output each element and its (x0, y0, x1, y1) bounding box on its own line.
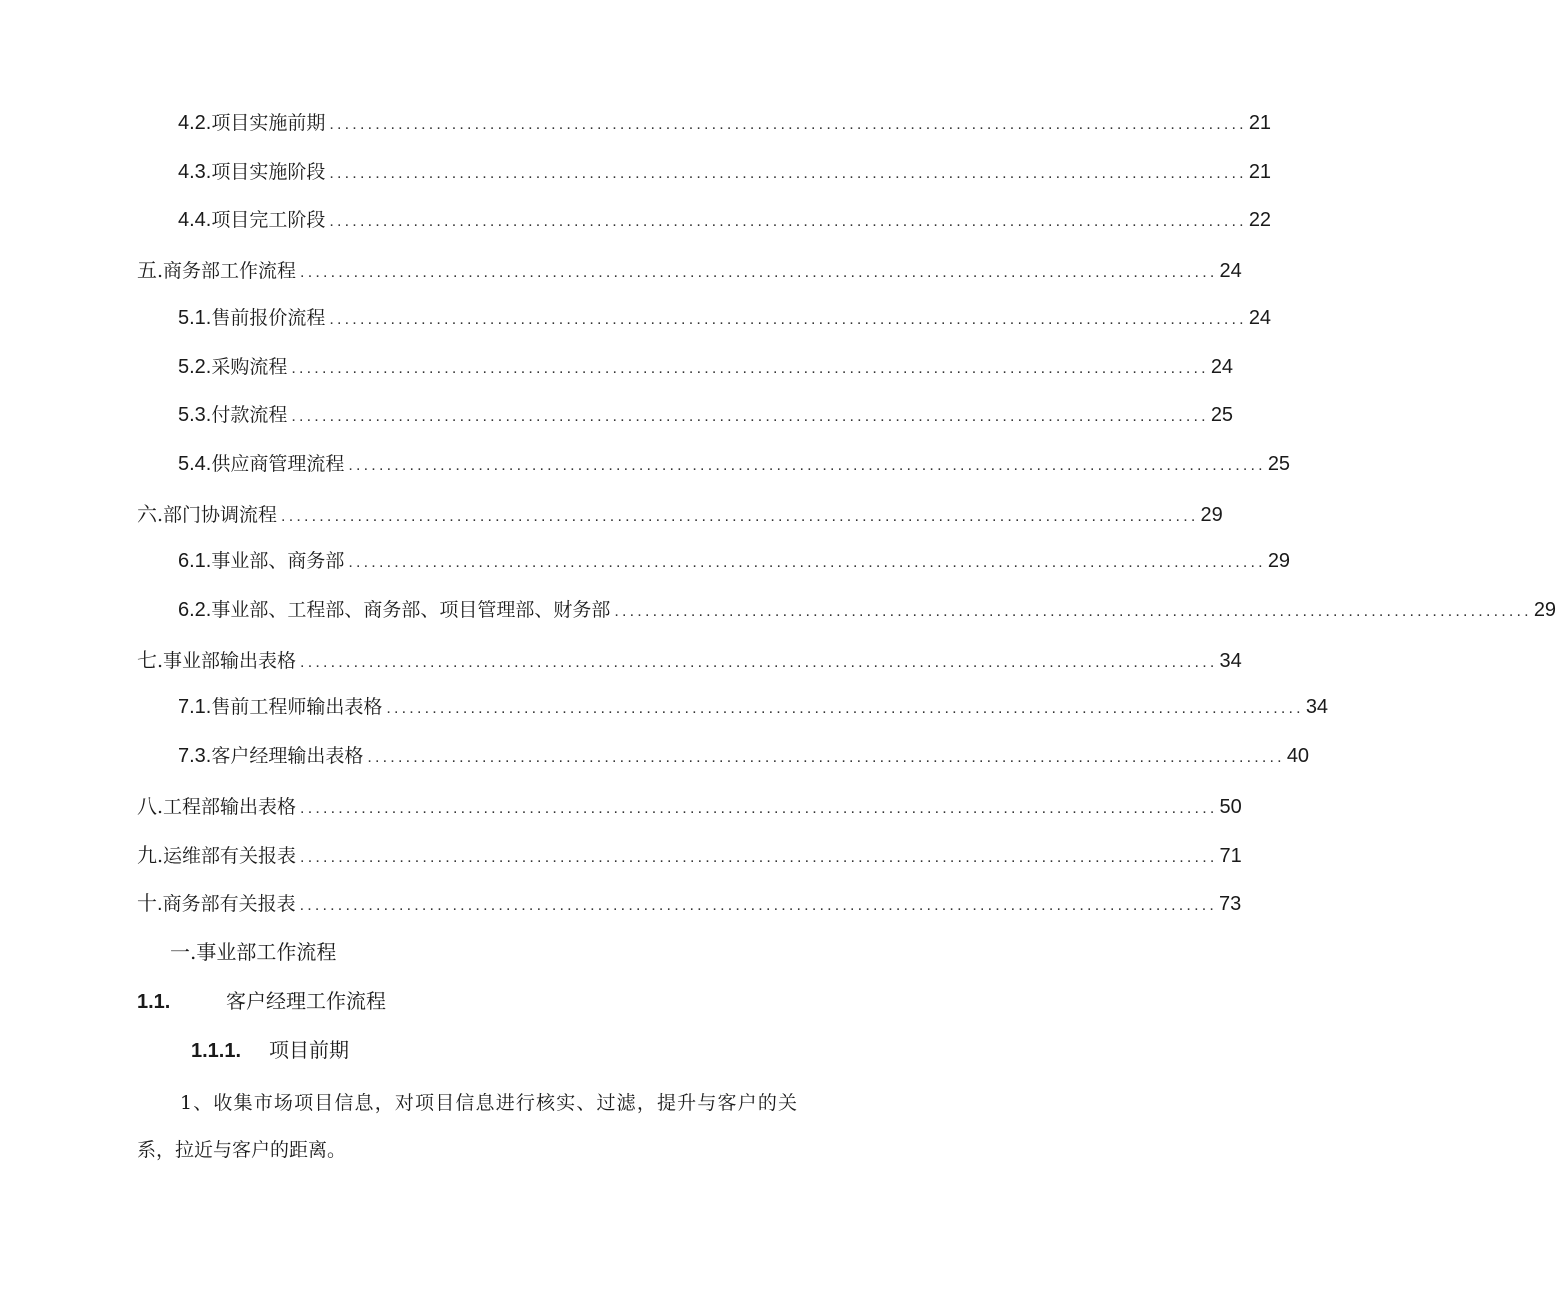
toc-entry-number: 六 (137, 504, 157, 526)
toc-entry-page: 40 (1286, 745, 1310, 767)
heading-number: 1.1. (137, 991, 171, 1013)
toc-entry[interactable] (178, 741, 1310, 767)
toc-dot-leader: ........................................................................................................................ (348, 554, 1266, 571)
toc-entry-number: 九 (137, 845, 157, 867)
heading-number: 1.1.1. (191, 1040, 242, 1062)
toc-dot-leader: ........................................................................................................................ (299, 897, 1218, 914)
toc-entry-page: 29 (1200, 504, 1223, 526)
toc-entry-number: 5.3. (178, 404, 212, 426)
toc-entry-page: 29 (1267, 550, 1291, 572)
toc-entry[interactable] (137, 644, 1242, 672)
toc-entry-page: 71 (1219, 845, 1242, 867)
toc-entry-number: 6.2. (178, 599, 212, 621)
toc-entry[interactable] (137, 254, 1242, 282)
toc-entry-number: 八 (137, 796, 157, 818)
section-heading-1-1 (137, 985, 386, 1014)
toc-entry-page: 21 (1248, 161, 1272, 183)
toc-entry-title: 事业部、工程部、商务部、项目管理部、财务部 (211, 599, 611, 621)
toc-entry-title: .工程部输出表格 (157, 796, 297, 818)
toc-entry[interactable] (178, 400, 1234, 426)
toc-entry-title: 采购流程 (211, 356, 288, 378)
heading-title: 客户经理工作流程 (226, 989, 386, 1013)
toc-entry-title: .事业部输出表格 (157, 650, 297, 672)
toc-entry-number: 7.1. (178, 696, 212, 718)
toc-entry[interactable] (178, 157, 1272, 183)
section-heading-1 (170, 936, 336, 965)
toc-entry-title: .运维部有关报表 (157, 845, 297, 867)
toc-entry-title: 客户经理输出表格 (211, 745, 364, 767)
toc-entry[interactable] (178, 546, 1291, 572)
toc-dot-leader: ........................................................................................................................ (367, 749, 1285, 766)
toc-dot-leader: ........................................................................................................................ (348, 457, 1266, 474)
body-paragraph: 1、收集市场项目信息，对项目信息进行核实、过滤，提升与客户的关系，拉近与客户的距离。 (137, 1092, 797, 1161)
toc-entry-page: 50 (1219, 796, 1242, 818)
toc-entry-page: 34 (1219, 650, 1242, 672)
toc-entry[interactable] (178, 303, 1272, 329)
toc-entry-number: 4.2. (178, 112, 212, 134)
toc-entry[interactable] (137, 839, 1242, 867)
toc-entry-page: 22 (1248, 209, 1272, 231)
section-heading-1-1-1 (191, 1034, 349, 1063)
toc-dot-leader: ........................................................................................................................ (300, 849, 1218, 866)
toc-entry-title: 事业部、商务部 (211, 550, 345, 572)
toc-entry-number: 5.4. (178, 453, 212, 475)
toc-entry-title: .商务部工作流程 (157, 260, 297, 282)
toc-entry-number: 5.2. (178, 356, 212, 378)
toc-entry-number: 5.1. (178, 307, 212, 329)
toc-entry[interactable] (178, 205, 1272, 231)
toc-entry-page: 73 (1219, 893, 1242, 915)
toc-entry-number: 十. (137, 893, 163, 915)
toc-entry-number: 五 (137, 260, 157, 282)
toc-dot-leader: ........................................................................................................................ (614, 603, 1532, 620)
toc-entry[interactable] (178, 595, 1556, 621)
toc-entry-number: 4.4. (178, 209, 212, 231)
toc-entry[interactable] (178, 692, 1329, 718)
toc-dot-leader: ........................................................................................................................ (300, 264, 1218, 281)
toc-entry[interactable] (178, 352, 1234, 378)
toc-entry-title: 项目实施阶段 (211, 161, 326, 183)
toc-entry-page: 21 (1248, 112, 1272, 134)
toc-entry-page: 25 (1210, 404, 1234, 426)
toc-dot-leader: ........................................................................................................................ (291, 360, 1209, 377)
toc-entry-title: 供应商管理流程 (211, 453, 345, 475)
toc-entry[interactable] (137, 887, 1242, 915)
toc-entry-number: 6.1. (178, 550, 212, 572)
section-heading-1-text: 一.事业部工作流程 (170, 940, 337, 964)
toc-dot-leader: ........................................................................................................................ (329, 116, 1247, 133)
toc-dot-leader: ........................................................................................................................ (300, 800, 1218, 817)
toc-entry-page: 29 (1533, 599, 1556, 621)
toc-entry-title: 项目完工阶段 (211, 209, 326, 231)
toc-dot-leader: ........................................................................................................................ (329, 213, 1247, 230)
toc-entry-page: 24 (1219, 260, 1242, 282)
toc-entry-title: 付款流程 (211, 404, 288, 426)
toc-dot-leader: ........................................................................................................................ (386, 700, 1304, 717)
toc-entry-page: 24 (1210, 356, 1234, 378)
heading-title: 项目前期 (269, 1038, 349, 1062)
toc-entry-number: 4.3. (178, 161, 212, 183)
toc-entry-page: 25 (1267, 453, 1291, 475)
toc-dot-leader: ........................................................................................................................ (329, 311, 1247, 328)
toc-entry-title: 商务部有关报表 (162, 893, 296, 915)
toc-entry-title: 项目实施前期 (211, 112, 326, 134)
toc-dot-leader: ........................................................................................................................ (281, 508, 1199, 525)
toc-entry[interactable] (137, 498, 1223, 526)
toc-entry-title: .部门协调流程 (157, 504, 278, 526)
toc-entry-title: 售前工程师输出表格 (211, 696, 383, 718)
toc-entry-title: 售前报价流程 (211, 307, 326, 329)
toc-entry-page: 34 (1305, 696, 1329, 718)
toc-dot-leader: ........................................................................................................................ (329, 165, 1247, 182)
toc-entry-page: 24 (1248, 307, 1272, 329)
toc-entry[interactable] (178, 108, 1272, 134)
toc-entry-number: 7.3. (178, 745, 212, 767)
toc-dot-leader: ........................................................................................................................ (300, 654, 1218, 671)
toc-entry[interactable] (178, 449, 1291, 475)
toc-dot-leader: ........................................................................................................................ (291, 408, 1209, 425)
toc-entry[interactable] (137, 790, 1242, 818)
toc-entry-number: 七 (137, 650, 157, 672)
